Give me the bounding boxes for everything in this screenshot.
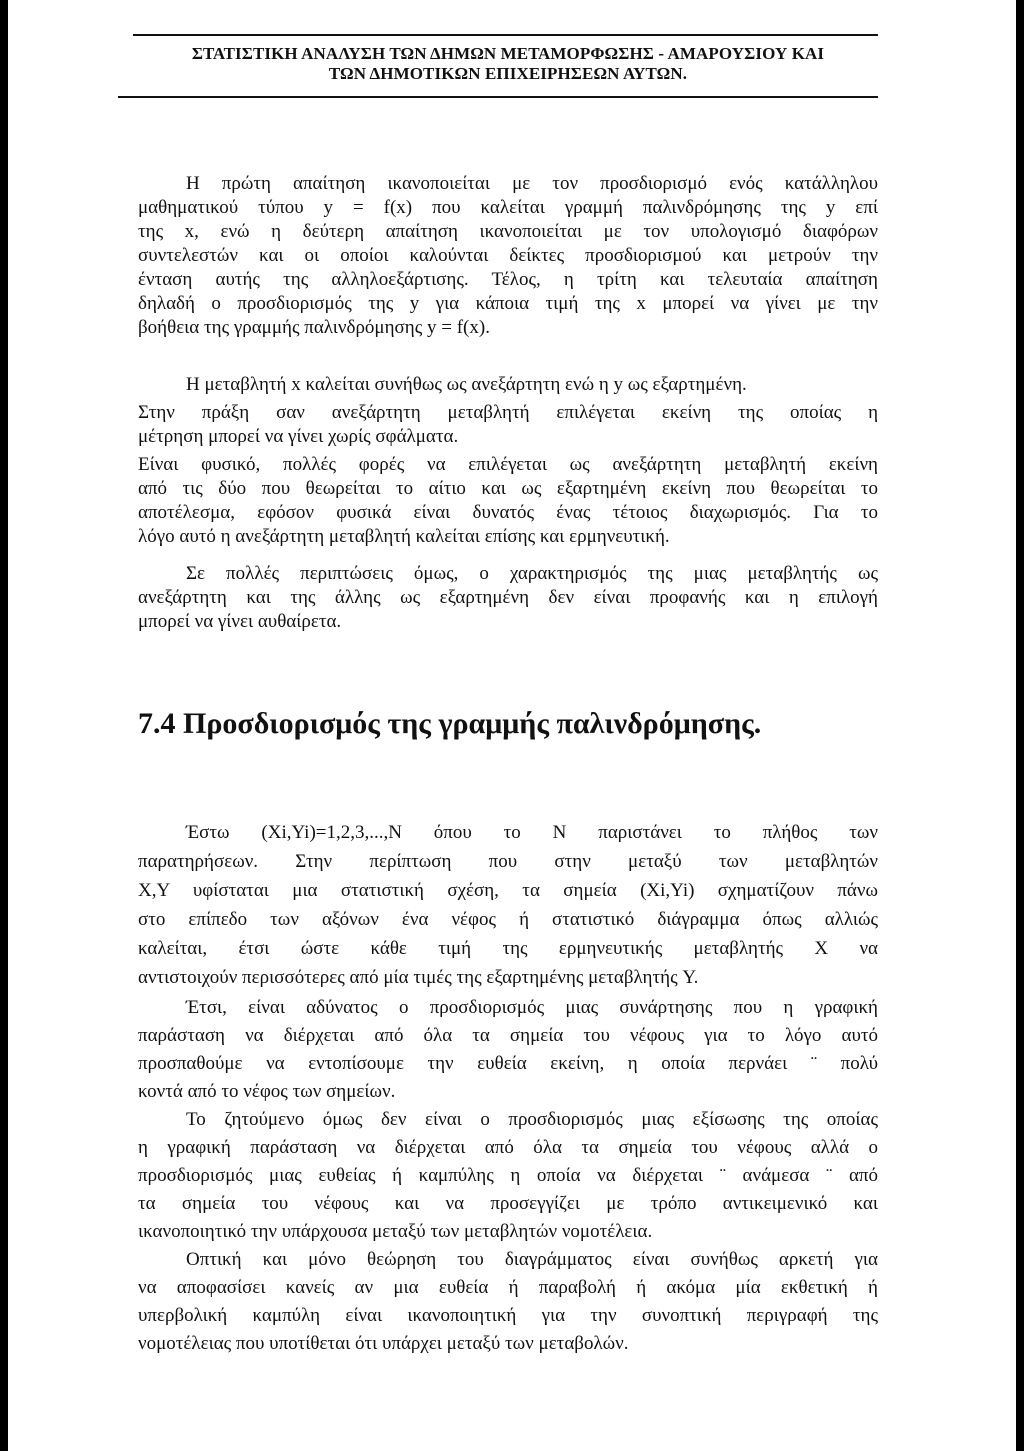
text-line: καλείται, έτσι ώστε κάθε τιμή της ερμηνευτικής μεταβλητής X να (138, 938, 878, 959)
text-line: δηλαδή ο προσδιορισμός της y για κάποια τιμή της x μπορεί να γίνει με την (138, 293, 878, 314)
text-line: μαθηματικού τύπου y = f(x) που καλείται γραμμή παλινδρόμησης της y επί (138, 197, 878, 218)
text-line: μπορεί να γίνει αυθαίρετα. (138, 611, 342, 632)
text-line: προσπαθούμε να εντοπίσουμε την ευθεία εκείνη, η οποία περνάει ¨ πολύ (138, 1053, 878, 1074)
paragraph-independent-variable (138, 373, 878, 397)
text-line: νομοτέλειας που υποτίθεται ότι υπάρχει μεταξύ των μεταβολών. (138, 1333, 629, 1354)
document-page (8, 0, 1016, 1451)
text-line: από τις δύο που θεωρείται το αίτιο και ως εξαρτημένη εκείνη που θεωρείται το (138, 478, 878, 499)
text-line: βοήθεια της γραμμής παλινδρόμησης y = f(x). (138, 317, 490, 338)
paragraph-impossible-function (138, 994, 878, 1106)
paragraph-regression-requirements (138, 172, 878, 340)
text-line: Η μεταβλητή x καλείται συνήθως ως ανεξάρτητη ενώ η y ως εξαρτημένη. (186, 374, 747, 395)
header-line-2: ΤΩΝ ΔΗΜΟΤΙΚΩΝ ΕΠΙΧΕΙΡΗΣΕΩΝ ΑΥΤΩΝ. (328, 64, 688, 83)
text-line: παρατηρήσεων. Στην περίπτωση που στην μεταξύ των μεταβλητών (138, 851, 878, 872)
text-line: αποτέλεσμα, εφόσον φυσικά είναι δυνατός ένας τέτοιος διαχωρισμός. Για το (138, 502, 878, 523)
text-line: υπερβολική καμπύλη είναι ικανοποιητική για την συνοπτική περιγραφή της (138, 1305, 878, 1326)
section-heading: 7.4 Προσδιορισμός της γραμμής παλινδρόμησης. (138, 707, 762, 740)
text-line: η γραφική παράσταση να διέρχεται από όλα τα σημεία του νέφους αλλά ο (138, 1137, 878, 1158)
paragraph-arbitrary-choice (138, 562, 878, 634)
paragraph-visual-inspection (138, 1246, 878, 1358)
text-line: τα σημεία του νέφους και να προσεγγίζει με τρόπο αντικειμενικό και (138, 1193, 878, 1214)
text-line: κοντά από το νέφος των σημείων. (138, 1081, 396, 1102)
text-line: Οπτική και μόνο θεώρηση του διαγράμματος είναι συνήθως αρκετή για (186, 1249, 878, 1270)
text-line: X,Y υφίσταται μια στατιστική σχέση, τα σημεία (Xi,Yi) σχηματίζουν πάνω (138, 880, 878, 901)
text-line: αντιστοιχούν περισσότερες από μία τιμές της εξαρτημένης μεταβλητής Y. (138, 967, 699, 988)
text-line: Σε πολλές περιπτώσεις όμως, ο χαρακτηρισμός της μιας μεταβλητής ως (186, 563, 878, 584)
header-top-rule (133, 34, 878, 36)
paragraph-in-practice (138, 401, 878, 449)
paragraph-cause-effect (138, 453, 878, 549)
running-header (118, 44, 898, 84)
text-line: Έστω (Xi,Yi)=1,2,3,...,N όπου το N παριστάνει το πλήθος των (186, 822, 878, 843)
paragraph-observations (138, 818, 878, 992)
text-line: της x, ενώ η δεύτερη απαίτηση ικανοποιείται με τον υπολογισμό διαφόρων (138, 221, 878, 242)
text-line: στο επίπεδο των αξόνων ένα νέφος ή στατιστικό διάγραμμα όπως αλλιώς (138, 909, 878, 930)
header-line-1: ΣΤΑΤΙΣΤΙΚΗ ΑΝΑΛΥΣΗ ΤΩΝ ΔΗΜΩΝ ΜΕΤΑΜΟΡΦΩΣΗΣ - ΑΜΑΡΟΥΣΙΟΥ ΚΑΙ (191, 44, 825, 63)
text-line: λόγο αυτό η ανεξάρτητη μεταβλητή καλείται επίσης και ερμηνευτική. (138, 526, 670, 547)
text-line: συντελεστών και οι οποίοι καλούνται δείκτες προσδιορισμού και μετρούν την (138, 245, 878, 266)
text-line: Η πρώτη απαίτηση ικανοποιείται με τον προσδιορισμό ενός κατάλληλου (186, 173, 878, 194)
text-line: Το ζητούμενο όμως δεν είναι ο προσδιορισμός μιας εξίσωσης της οποίας (186, 1109, 878, 1130)
text-line: Είναι φυσικό, πολλές φορές να επιλέγεται ως ανεξάρτητη μεταβλητή εκείνη (138, 454, 878, 475)
text-line: ανεξάρτητη και της άλλης ως εξαρτημένη δεν είναι προφανής και η επιλογή (138, 587, 878, 608)
text-line: να αποφασίσει κανείς αν μια ευθεία ή παραβολή ή ακόμα μία εκθετική ή (138, 1277, 878, 1298)
text-line: ικανοποιητικό την υπάρχουσα μεταξύ των μεταβλητών νομοτέλεια. (138, 1221, 653, 1242)
text-line: ένταση αυτής της αλληλοεξάρτισης. Τέλος, η τρίτη και τελευταία απαίτηση (138, 269, 878, 290)
header-bottom-rule (118, 96, 878, 98)
paragraph-objective-fit (138, 1106, 878, 1246)
text-line: Έτσι, είναι αδύνατος ο προσδιορισμός μιας συνάρτησης που η γραφική (186, 997, 878, 1018)
text-line: Στην πράξη σαν ανεξάρτητη μεταβλητή επιλέγεται εκείνη της οποίας η (138, 402, 878, 423)
text-line: μέτρηση μπορεί να γίνει χωρίς σφάλματα. (138, 426, 459, 447)
text-line: παράσταση να διέρχεται από όλα τα σημεία του νέφους για το λόγο αυτό (138, 1025, 878, 1046)
text-line: προσδιορισμός μιας ευθείας ή καμπύλης η οποία να διέρχεται ¨ ανάμεσα ¨ από (138, 1165, 878, 1186)
